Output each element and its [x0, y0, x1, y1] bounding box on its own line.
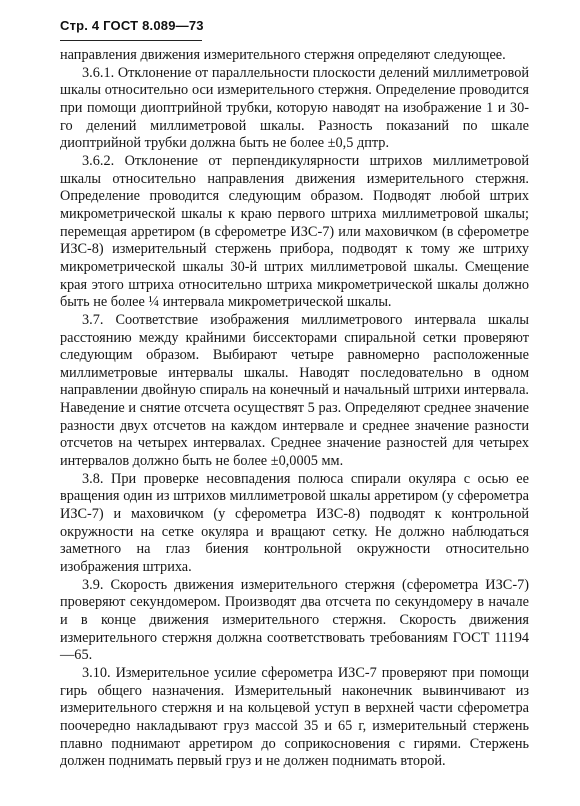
paragraph-3-7: 3.7. Соответствие изображения миллиметрового интервала шкалы расстоянию между крайними биссекторами спиральной сетки проверяют следующим образом. Выбирают четыре равномерно расположенные миллиметровые интервалы шкалы. Наводят последовательно в одном направлении двойную спираль на конечный и начальный штрихи интервала. Наведение и снятие отсчета осуществят 5 раз. Определяют среднее значение разности двух отсчетов на каждом интервале и среднее значение разности отсчетов на четырех интервалах. Среднее значение разностей для четырех интервалов должно быть не более ±0,0005 мм.	[60, 311, 529, 470]
document-body	[60, 47, 529, 771]
paragraph-3-8: 3.8. При проверке несовпадения полюса спирали окуляра с осью ее вращения один из штрихов миллиметровой шкалы арретиром (у сферометра ИЗС-7) и маховичком (у сферометра ИЗС-8) подводят к контрольной окружности на сетке окуляра и вращают сетку. Не должно наблюдаться заметного на глаз биения контрольной окружности относительно изображения штриха.	[60, 470, 529, 576]
paragraph-3-6-2: 3.6.2. Отклонение от перпендикулярности штрихов миллиметровой шкалы относительно направления движения измерительного стержня. Определение проводится следующим образом. Подводят любой штрих микрометрической шкалы к краю первого штриха миллиметровой шкалы; перемещая арретиром (в сферометре ИЗС-7) или маховичком (в сферометре ИЗС-8) измерительный стержень прибора, подводят к тому же штриху микрометрической шкалы 30-й штрих миллиметровой шкалы. Смещение края этого штриха относительно штриха микрометрической шкалы должно быть не более ¼ интервала микрометрической шкалы.	[60, 152, 529, 311]
paragraph-3-6-1: 3.6.1. Отклонение от параллельности плоскости делений миллиметровой шкалы относительно оси измерительного стержня. Определение проводится при помощи диоптрийной трубки, которую наводят на изображение 1 и 30-го делений миллиметровой шкалы. Разность показаний по шкале диоптрийной трубки должна быть не более ±0,5 дптр.	[60, 64, 529, 152]
paragraph-3-9: 3.9. Скорость движения измерительного стержня (сферометра ИЗС-7) проверяют секундомером. Производят два отсчета по секундомеру в начале и в конце движения измерительного стержня. Скорость движения измерительного стержня должна соответствовать требованиям ГОСТ 11194—65.	[60, 576, 529, 664]
paragraph-continuation: направления движения измерительного стержня определяют следующее.	[60, 47, 506, 63]
paragraph-3-10: 3.10. Измерительное усилие сферометра ИЗС-7 проверяют при помощи гирь общего назначения. Измерительный наконечник вывинчивают из измерительного стержня и на кольцевой уступ в верхней части сферометра поочередно накладывают груз массой 35 и 65 г, измерительный стержень плавно поднимают арретиром до соприкосновения с гирями. Стержень должен поднимать первый груз и не должен поднимать второй.	[60, 664, 529, 770]
header-rule	[60, 40, 202, 41]
page-header: Стр. 4 ГОСТ 8.089—73	[60, 18, 204, 33]
